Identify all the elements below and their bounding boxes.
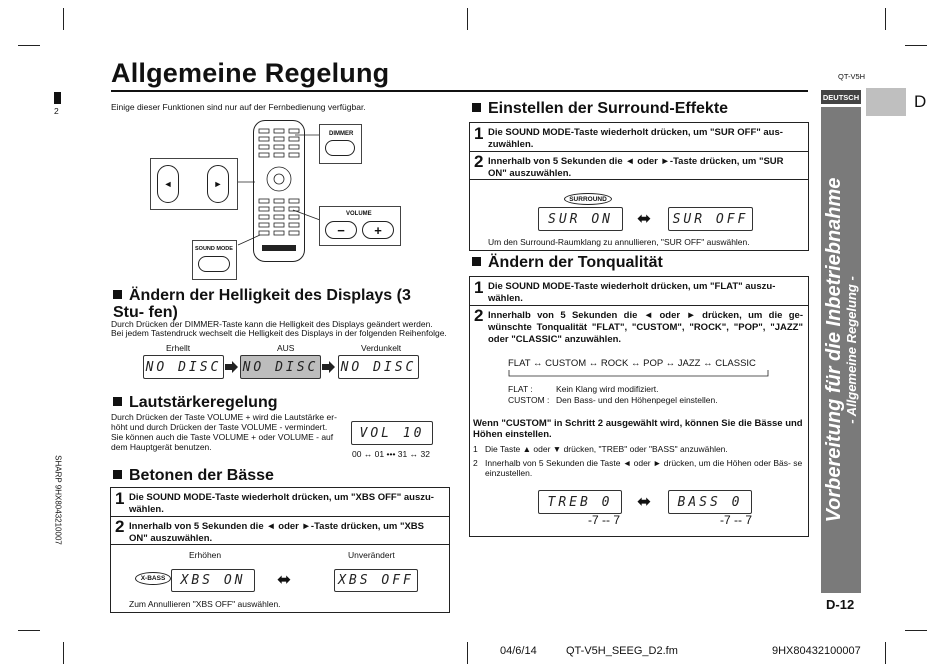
- tone-step-2-number: 2: [474, 306, 484, 325]
- tone-heading: [472, 254, 663, 271]
- tone-range-bass: -7 -- 7: [720, 513, 753, 527]
- tone-custom-heading: Wenn "CUSTOM" in Schritt 2 ausgewählt wird, können Sie die Bässe und Höhen einstellen.: [473, 418, 803, 440]
- volume-label: VOLUME: [346, 211, 372, 217]
- bass-heading-text: Betonen der Bässe: [129, 467, 274, 484]
- surround-steps-box: [469, 122, 809, 251]
- crop-mark: [885, 8, 886, 30]
- tone-display-bass: BASS 0: [668, 490, 752, 514]
- tone-step-1-number: 1: [474, 278, 484, 297]
- surround-step-2-number: 2: [474, 152, 484, 171]
- minus-icon: −: [337, 222, 345, 238]
- dimmer-label-bright: Erhellt: [166, 343, 191, 353]
- bass-display-on: XBS ON: [171, 569, 255, 592]
- bass-label-off: Unverändert: [348, 550, 395, 560]
- sidebar-title: [823, 178, 859, 523]
- tone-range-treb: -7 -- 7: [588, 513, 621, 527]
- bass-step-2-number: 2: [115, 517, 125, 536]
- dimmer-arrow-icon: [322, 361, 336, 373]
- bass-steps-box: [110, 487, 450, 613]
- volume-plus-button[interactable]: [362, 221, 394, 239]
- bass-note: Zum Annullieren "XBS OFF" auswählen.: [129, 599, 281, 609]
- dimmer-label-off: AUS: [277, 343, 295, 353]
- crop-mark: [905, 630, 927, 631]
- language-tab: [821, 90, 861, 104]
- sidebar-sub-text: - Allgemeine Regelung -: [844, 276, 859, 424]
- crop-mark: [18, 630, 40, 631]
- surround-step-2-text: Innerhalb von 5 Sekunden die ◄ oder ►-Taste drücken, um "SUR ON" auszuwählen.: [488, 156, 784, 179]
- volume-callout: [319, 206, 401, 246]
- surround-badge: SURROUND: [564, 193, 612, 205]
- dimmer-display-bright: NO DISC: [143, 355, 224, 379]
- square-bullet-icon: [113, 470, 122, 479]
- xbass-badge: X-BASS: [135, 572, 171, 585]
- square-bullet-icon: [113, 290, 122, 299]
- right-arrow-icon: ►: [213, 179, 223, 189]
- page-marker-number: 2: [54, 106, 59, 116]
- volume-heading-text: Lautstärkeregelung: [129, 394, 278, 411]
- bass-swap-arrow-icon: ⬌: [277, 570, 292, 589]
- dimmer-heading: [113, 287, 443, 321]
- arrow-callout: [150, 158, 238, 210]
- footer-code: 9HX80432100007: [772, 645, 861, 657]
- bass-step-1-text: Die SOUND MODE-Taste wiederholt drücken, um "XBS OFF" auszu- wählen.: [129, 492, 434, 515]
- tone-heading-text: Ändern der Tonqualität: [488, 254, 663, 271]
- bass-label-on: Erhöhen: [189, 550, 222, 560]
- language-grey-block: [866, 88, 906, 116]
- tone-loop-line: [508, 370, 770, 378]
- dimmer-heading-text: Ändern der Helligkeit des Displays (3 Stu- fen): [113, 287, 411, 321]
- page-marker-bar: [54, 92, 61, 104]
- footer-date: 04/6/14: [500, 645, 537, 657]
- surround-heading: [472, 100, 728, 117]
- tone-display-treb: TREB 0: [538, 490, 622, 514]
- dimmer-display-dim: NO DISC: [338, 355, 419, 379]
- dimmer-label: DIMMER: [329, 131, 354, 137]
- tone-steps-box: [469, 276, 809, 537]
- tone-flat-desc: Kein Klang wird modifiziert.: [556, 384, 659, 394]
- bass-heading: [113, 467, 274, 484]
- page-title: Allgemeine Regelung: [111, 58, 390, 88]
- volume-range: 00 ↔ 01 ••• 31 ↔ 32: [352, 449, 430, 459]
- crop-mark: [905, 45, 927, 46]
- footer-file: QT-V5H_SEEG_D2.fm: [566, 645, 678, 657]
- dimmer-display-off: NO DISC: [240, 355, 321, 379]
- square-bullet-icon: [472, 103, 481, 112]
- volume-display: VOL 10: [351, 421, 433, 445]
- tone-step-1-text: Die SOUND MODE-Taste wiederholt drücken, um "FLAT" auszu- wählen.: [488, 281, 776, 304]
- crop-mark: [63, 642, 64, 664]
- model-label: QT-V5H: [838, 72, 866, 81]
- right-arrow-button[interactable]: [207, 165, 229, 203]
- surround-swap-arrow-icon: ⬌: [637, 209, 652, 228]
- dimmer-text-2: Bei jedem Tastendruck wechselt die Helligkeit des Displays in der folgenden Reihenfolge.: [111, 328, 447, 338]
- tone-custom-term: CUSTOM :: [508, 395, 550, 405]
- intro-text: Einige dieser Funktionen sind nur auf der Fernbedienung verfügbar.: [111, 102, 366, 112]
- volume-heading: [113, 394, 277, 411]
- bass-step-1-number: 1: [115, 489, 125, 508]
- volume-text: Durch Drücken der Taste VOLUME + wird die Lautstärke er- höht und durch Drücken der Taste VOLUME - vermindert. Sie können auch die Taste VOLUME + oder VOLUME - auf dem Hauptgerät benutzen.: [111, 412, 337, 452]
- tone-step-2-text: Innerhalb von 5 Sekunden die ◄ oder ► drücken, um die ge- wünschte Tonqualität "FLAT", "CUSTOM", "ROCK", "POP", "JAZZ" oder "CLASSIC" anzuwählen.: [488, 310, 803, 345]
- sound-mode-callout: [192, 240, 237, 280]
- tone-custom-desc: Den Bass- und den Höhenpegel einstellen.: [556, 395, 718, 405]
- surround-note: Um den Surround-Raumklang zu annullieren, "SUR OFF" auswählen.: [488, 237, 750, 247]
- dimmer-callout: [319, 124, 362, 164]
- side-code: SHARP 9HX8043210007: [53, 455, 63, 545]
- tone-sub-2-text: Innerhalb von 5 Sekunden die Taste ◄ oder ► drücken, um die Höhen oder Bäs- se einzustellen.: [485, 458, 803, 478]
- left-arrow-icon: ◄: [163, 179, 173, 189]
- header-rule: [111, 90, 808, 92]
- square-bullet-icon: [472, 257, 481, 266]
- volume-minus-button[interactable]: [325, 221, 357, 239]
- dimmer-label-dim: Verdunkelt: [361, 343, 402, 353]
- surround-step-1-number: 1: [474, 124, 484, 143]
- square-bullet-icon: [113, 397, 122, 406]
- sound-mode-label: SOUND MODE: [195, 246, 233, 252]
- dimmer-arrow-icon: [225, 361, 239, 373]
- bass-display-off: XBS OFF: [334, 569, 418, 592]
- crop-mark: [63, 8, 64, 30]
- tone-flat-term: FLAT :: [508, 384, 533, 394]
- sidebar-main-text: Vorbereitung für die Inbetriebnahme: [823, 177, 845, 523]
- crop-mark: [467, 642, 468, 664]
- plus-icon: +: [374, 222, 382, 238]
- crop-mark: [18, 45, 40, 46]
- bass-step-2-text: Innerhalb von 5 Sekunden die ◄ oder ►-Taste drücken, um "XBS ON" auszuwählen.: [129, 521, 424, 544]
- page-number: D-12: [826, 597, 855, 612]
- tone-sub-1-number: 1: [473, 444, 478, 454]
- tone-swap-arrow-icon: ⬌: [637, 492, 652, 511]
- dimmer-text-1: Durch Drücken der DIMMER-Taste kann die Helligkeit des Displays geändert werden.: [111, 319, 433, 329]
- left-arrow-button[interactable]: [157, 165, 179, 203]
- surround-step-1-text: Die SOUND MODE-Taste wiederholt drücken, um "SUR OFF" aus- zuwählen.: [488, 127, 783, 150]
- tone-sub-1-text: Die Taste ▲ oder ▼ drücken, "TREB" oder "BASS" anzuwählen.: [485, 444, 728, 454]
- crop-mark: [467, 8, 468, 30]
- sound-mode-button[interactable]: [198, 256, 230, 272]
- tone-sequence: FLAT ↔ CUSTOM ↔ ROCK ↔ POP ↔ JAZZ ↔ CLASSIC: [508, 358, 756, 369]
- surround-display-off: SUR OFF: [668, 207, 753, 231]
- surround-heading-text: Einstellen der Surround-Effekte: [488, 100, 729, 117]
- language-tab-label: DEUTSCH: [822, 92, 860, 102]
- tone-sub-2-number: 2: [473, 458, 478, 468]
- surround-display-on: SUR ON: [538, 207, 623, 231]
- crop-mark: [885, 642, 886, 664]
- dimmer-button[interactable]: [325, 140, 355, 156]
- language-letter: D: [914, 92, 927, 111]
